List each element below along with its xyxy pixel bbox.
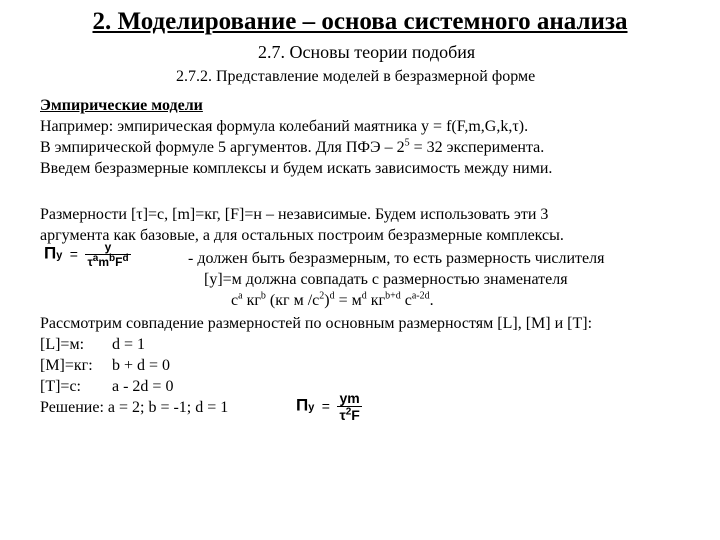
dimension-line: $c^a$ $кг^b$ (кг м $/с^2)^d = м^d$ $кг^{b+d}$ $с^{a-2d}$. — [231, 290, 434, 309]
note-line: [y]=м должна совпадать с размерностью знаменателя — [204, 271, 568, 288]
text-line: Рассмотрим совпадение размерностей по основным размерностям [L], [M] и [T]: — [40, 315, 593, 332]
formula-numerator: ym — [337, 390, 361, 407]
text-line: аргумента как базовые, а для остальных построим безразмерные комплексы. — [40, 227, 564, 244]
formula-numerator: y — [85, 240, 130, 255]
subsection-subtitle: 2.7.2. Представление моделей в безразмерной форме — [176, 68, 536, 85]
solution-line: Решение: a = 2; b = -1; d = 1 — [40, 399, 229, 416]
equation-L: [L]=м: — [40, 336, 85, 353]
section-heading: Эмпирические модели — [40, 97, 203, 114]
equation-T: [T]=с: — [40, 378, 81, 395]
text-line: В эмпирической формуле 5 аргументов. Для ПФЭ – $2^5 = 32$ эксперимента. — [40, 137, 545, 156]
formula-pi-y: Пy = $\frac{y}{\tau^am^bF^d}$ — [44, 240, 129, 269]
note-line: - должен быть безразмерным, то есть размерность числителя — [188, 250, 605, 267]
formula-pi-y-result: Пy = $\frac{ym}{\tau^2F}$ — [296, 390, 360, 423]
equation-T-expr: a - 2d = 0 — [112, 378, 174, 395]
text-line: Размерности [τ]=с, [m]=кг, [F]=н – независимые. Будем использовать эти 3 — [40, 206, 549, 223]
section-subtitle: 2.7. Основы теории подобия — [258, 42, 476, 62]
formula-denominator: $\tau^2F$ — [339, 406, 360, 423]
formula-denominator: $\tau^am^bF^d$ — [87, 253, 129, 269]
text-line: Введем безразмерные комплексы и будем искать зависимость между ними. — [40, 160, 553, 177]
text-line: Например: эмпирическая формула колебаний маятника y = f(F,m,G,k,τ). — [40, 118, 529, 135]
page-title: 2. Моделирование – основа системного анализа — [92, 8, 628, 35]
equation-L-expr: d = 1 — [112, 336, 146, 353]
equation-M-expr: b + d = 0 — [112, 357, 171, 374]
equation-M: [M]=кг: — [40, 357, 93, 374]
